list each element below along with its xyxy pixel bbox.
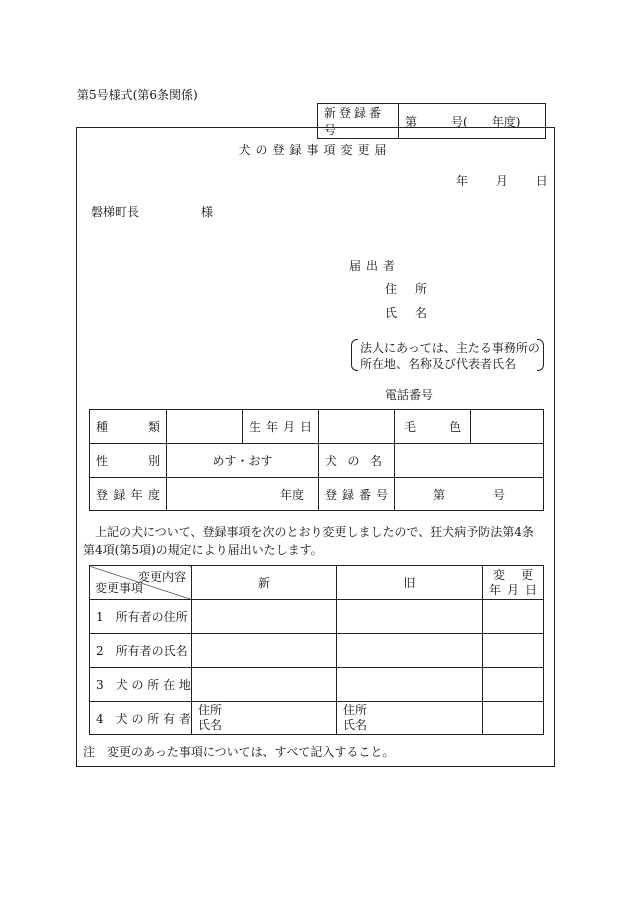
new-value-field[interactable] xyxy=(192,634,337,668)
new-value-field[interactable] xyxy=(192,600,337,634)
dog-info-table xyxy=(89,409,544,511)
new-value-field[interactable] xyxy=(192,668,337,702)
form-number: 第5号様式(第6条関係) xyxy=(77,88,198,102)
new-value-field[interactable]: 住所 氏名 xyxy=(192,702,337,735)
change-date-field[interactable] xyxy=(483,668,544,702)
date-line[interactable]: 年 月 日 xyxy=(456,174,548,188)
sex-label: 性 別 xyxy=(90,444,167,478)
header-change-content: 変更内容 xyxy=(137,570,186,584)
footnote: 注 変更のあった事項については、すべて記入すること。 xyxy=(83,745,395,759)
coat-label: 毛 色 xyxy=(395,410,471,444)
change-date-field[interactable] xyxy=(483,702,544,735)
corporate-note-line1: 法人にあっては、主たる事務所の xyxy=(360,341,540,355)
header-change-item: 変更事項 xyxy=(95,581,144,595)
header-old: 旧 xyxy=(337,566,483,600)
type-field[interactable] xyxy=(167,410,243,444)
changes-header-diagonal xyxy=(90,566,192,600)
document-title: 犬の登録事項変更届 xyxy=(238,143,392,157)
changes-table xyxy=(89,565,544,735)
change-item-label: 4 犬 の 所 有 者 xyxy=(90,702,192,735)
phone-label: 電話番号 xyxy=(385,388,434,402)
change-item-label: 1 所有者の住所 xyxy=(90,600,192,634)
bracket-left xyxy=(351,339,358,371)
address-label[interactable]: 住 所 xyxy=(385,282,428,296)
dog-name-field[interactable] xyxy=(395,444,544,478)
applicant-label: 届出者 xyxy=(349,259,401,273)
corporate-note-line2: 所在地、名称及び代表者氏名 xyxy=(360,357,517,371)
old-value-field[interactable] xyxy=(337,668,483,702)
header-change-date: 変 更 年 月 日 xyxy=(483,566,544,600)
bracket-right xyxy=(537,339,544,371)
birth-field[interactable] xyxy=(319,410,395,444)
addressee: 磐梯町長 xyxy=(91,205,140,219)
corporate-note xyxy=(351,339,544,371)
old-value-field[interactable] xyxy=(337,600,483,634)
header-new: 新 xyxy=(192,566,337,600)
birth-label: 生 年 月 日 xyxy=(243,410,319,444)
statement: 上記の犬について、登録事項を次のとおり変更しましたので、狂犬病予防法第4条第4項(第5項)の規定により届出いたします。 xyxy=(83,525,534,557)
old-value-field[interactable]: 住所 氏名 xyxy=(337,702,483,735)
dog-name-label: 犬 の 名 xyxy=(319,444,395,478)
change-date-field[interactable] xyxy=(483,600,544,634)
reg-year-label: 登 録 年 度 xyxy=(90,478,167,511)
change-item-label: 2 所有者の氏名 xyxy=(90,634,192,668)
reg-number-field[interactable]: 第 号 xyxy=(395,478,544,511)
new-registration-number-label: 新登録番号 xyxy=(318,104,399,139)
reg-year-field[interactable]: 年度 xyxy=(167,478,319,511)
change-item-label: 3 犬 の 所 在 地 xyxy=(90,668,192,702)
sex-options[interactable]: めす・おす xyxy=(167,444,319,478)
honorific: 様 xyxy=(201,205,214,219)
old-value-field[interactable] xyxy=(337,634,483,668)
reg-number-label: 登 録 番 号 xyxy=(319,478,395,511)
new-registration-number-field[interactable]: 第 号( 年度) xyxy=(399,104,546,139)
coat-field[interactable] xyxy=(471,410,544,444)
type-label: 種 類 xyxy=(90,410,167,444)
change-date-field[interactable] xyxy=(483,634,544,668)
name-label[interactable]: 氏 名 xyxy=(385,306,428,320)
